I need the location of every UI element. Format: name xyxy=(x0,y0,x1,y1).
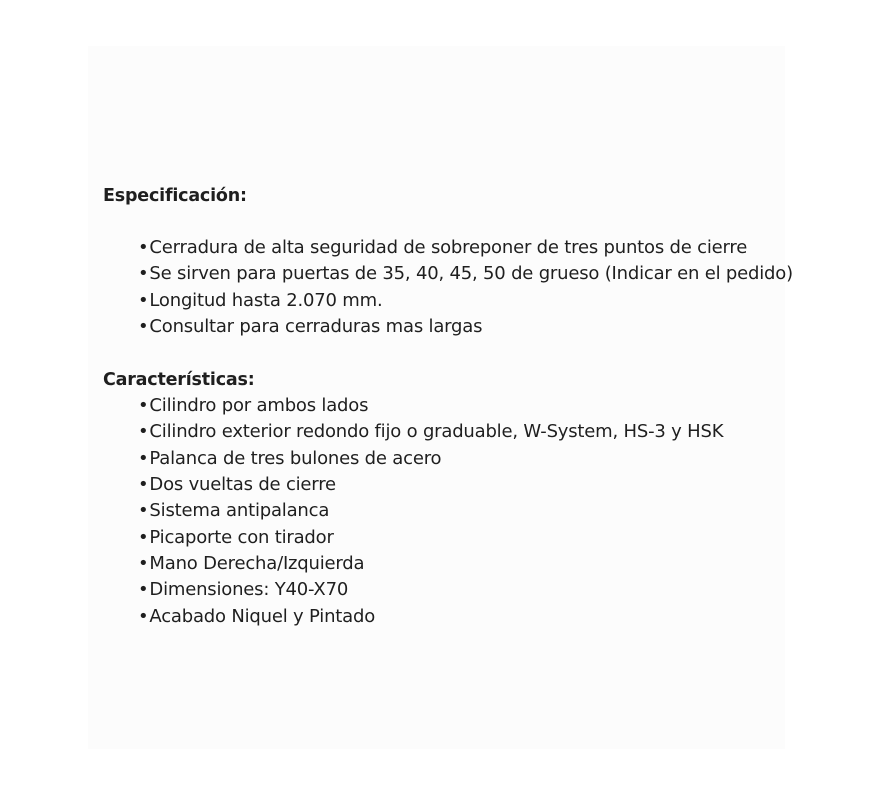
bullet-icon: • xyxy=(138,552,149,574)
bullet-icon: • xyxy=(138,500,149,522)
bullet-icon: • xyxy=(138,526,149,548)
list-item-text: Cilindro exterior redondo fijo o graduable, W-System, HS-3 y HSK xyxy=(149,421,724,443)
list-item-text: Cilindro por ambos lados xyxy=(149,395,369,417)
especificacion-heading: Especificación: xyxy=(103,186,247,206)
list-item xyxy=(138,419,803,445)
list-item xyxy=(138,446,803,472)
list-item xyxy=(138,393,803,419)
list-item xyxy=(138,525,803,551)
list-item-text: Consultar para cerraduras mas largas xyxy=(149,315,483,337)
product-description xyxy=(103,183,803,630)
bullet-icon: • xyxy=(138,263,149,285)
caracteristicas-heading: Características: xyxy=(103,370,255,391)
list-item-text: Dimensiones: Y40-X70 xyxy=(149,579,349,601)
list-item-text: Picaporte con tirador xyxy=(149,526,334,548)
list-item xyxy=(138,577,803,603)
list-item-text: Palanca de tres bulones de acero xyxy=(149,447,442,469)
bullet-icon: • xyxy=(138,289,149,311)
bullet-icon: • xyxy=(138,579,149,601)
list-item xyxy=(138,288,803,314)
bullet-icon: • xyxy=(138,447,149,469)
list-item-text: Acabado Niquel y Pintado xyxy=(149,605,376,627)
list-item-text: Sistema antipalanca xyxy=(149,500,330,522)
list-item xyxy=(138,472,803,498)
list-item xyxy=(138,604,803,630)
bullet-icon: • xyxy=(138,315,149,337)
bullet-icon: • xyxy=(138,421,149,443)
list-item-text: Se sirven para puertas de 35, 40, 45, 50 de grueso (Indicar en el pedido) xyxy=(149,263,793,285)
list-item xyxy=(138,261,803,287)
bullet-icon: • xyxy=(138,237,149,258)
caracteristicas-list xyxy=(103,393,803,630)
list-item-text: Dos vueltas de cierre xyxy=(149,474,336,496)
list-item-text: Longitud hasta 2.070 mm. xyxy=(149,289,383,311)
list-item xyxy=(138,551,803,577)
bullet-icon: • xyxy=(138,474,149,496)
list-item xyxy=(138,235,803,261)
bullet-icon: • xyxy=(138,395,149,417)
bullet-icon: • xyxy=(138,605,149,627)
list-item-text: Cerradura de alta seguridad de sobreponer de tres puntos de cierre xyxy=(149,237,748,258)
list-item xyxy=(138,314,803,340)
especificacion-list xyxy=(103,235,803,340)
list-item xyxy=(138,498,803,524)
list-item-text: Mano Derecha/Izquierda xyxy=(149,552,365,574)
